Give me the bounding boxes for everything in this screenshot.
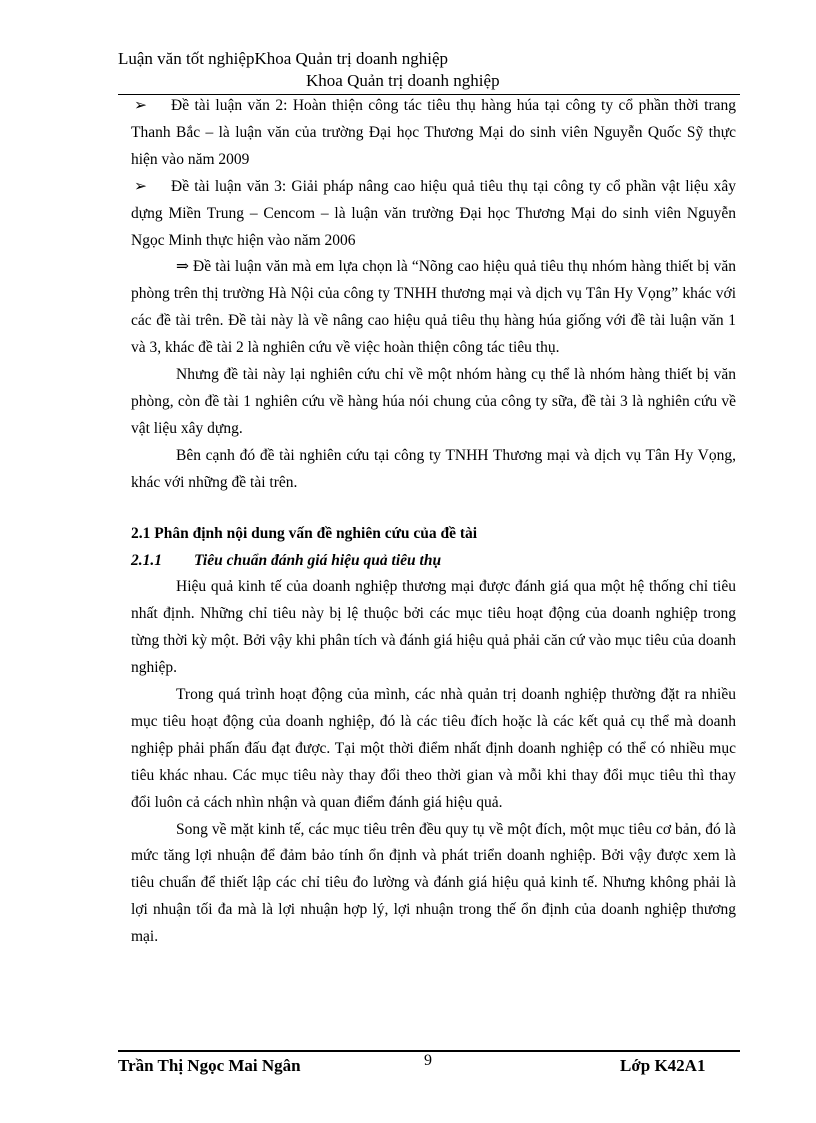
- paragraph-text: Đề tài luận văn mà em lựa chọn là “Nõng cao hiệu quả tiêu thụ nhóm hàng thiết bị văn phòng trên thị trường Hà Nội của công ty TNHH thương mại và dịch vụ Tân Hy Vọng” khác với các đề tài trên. Đề tài này là về nâng cao hiệu quả tiêu thụ hàng húa giống với đề tài luận văn 1 và 3, khác đề tài 2 là nghiên cứu về việc hoàn thiện công tác tiêu thụ.: [131, 258, 736, 357]
- bullet-text: Đề tài luận văn 3: Giải pháp nâng cao hiệu quả tiêu thụ tại công ty cổ phần vật liệu xây dựng Miền Trung – Cencom – là luận văn trường Đại học Thương Mại do sinh viên Nguyễn Ngọc Minh thực hiện vào năm 2006: [131, 177, 736, 249]
- subsection-title: Tiêu chuẩn đánh giá hiệu quả tiêu thụ: [194, 551, 442, 569]
- section-heading: [131, 521, 736, 548]
- footer-class: Lớp K42A1: [620, 1056, 706, 1075]
- paragraph: [131, 254, 736, 362]
- paragraph: Song về mặt kinh tế, các mục tiêu trên đều quy tụ về một đích, một mục tiêu cơ bản, đó là mức tăng lợi nhuận để đảm bảo tính ổn định và phát triển doanh nghiệp. Bởi vậy được xem là tiêu chuẩn để thiết lập các chỉ tiêu đo lường và đánh giá hiệu quả kinh tế. Nhưng không phải là lợi nhuận tối đa mà là lợi nhuận hợp lý, lợi nhuận trong thế ổn định của doanh nghiệp thương mại.: [131, 820, 736, 946]
- paragraph: Nhưng đề tài này lại nghiên cứu chỉ về một nhóm hàng cụ thể là nhóm hàng thiết bị văn phòng, còn đề tài 1 nghiên cứu về hàng húa nói chung của công ty sữa, đề tài 3 là nghiên cứu về vật liệu xây dựng.: [131, 366, 736, 437]
- paragraph: Trong quá trình hoạt động của mình, các nhà quản trị doanh nghiệp thường đặt ra nhiều mục tiêu hoạt động của doanh nghiệp, đó là các tiêu đích hoặc là các kết quả cụ thể mà doanh nghiệp phải phấn đấu đạt được. Tại một thời điểm nhất định doanh nghiệp có thể có nhiều mục tiêu khác nhau. Các mục tiêu này thay đổi theo thời gian và mỗi khi thay đổi mục tiêu thì thay đổi luôn cả cách nhìn nhận và quan điểm đánh giá hiệu quả.: [131, 686, 736, 811]
- running-header: Luận văn tốt nghiệpKhoa Quản trị doanh nghiệp: [118, 49, 449, 68]
- arrow-bullet-icon: ➢: [134, 97, 147, 114]
- bullet-item: [131, 174, 736, 255]
- subsection-heading: [131, 548, 736, 575]
- section-title: Phân định nội dung vấn đề nghiên cứu của đề tài: [154, 524, 478, 542]
- arrow-bullet-icon: ➢: [134, 177, 147, 195]
- paragraph: Bên cạnh đó đề tài nghiên cứu tại công ty TNHH Thương mại và dịch vụ Tân Hy Vọng, khác với những đề tài trên.: [131, 446, 736, 491]
- running-header-faculty: Khoa Quản trị doanh nghiệp: [306, 71, 500, 90]
- page-body: [131, 93, 736, 951]
- section-gap: [131, 497, 736, 521]
- implies-arrow-icon: ⇒: [176, 258, 189, 276]
- footer-author: Trần Thị Ngọc Mai Ngân: [118, 1056, 301, 1075]
- page-number: 9: [424, 1052, 432, 1069]
- subsection-number: 2.1.1: [131, 551, 162, 569]
- bullet-item: [131, 93, 736, 174]
- paragraph: Hiệu quả kinh tế của doanh nghiệp thương mại được đánh giá qua một hệ thống chỉ tiêu nhất định. Những chỉ tiêu này bị lệ thuộc bởi các mục tiêu hoạt động của doanh nghiệp trong từng thời kỳ một. Bởi vậy khi phân tích và đánh giá hiệu quả phải căn cứ vào mục tiêu của doanh nghiệp.: [131, 578, 736, 677]
- section-number: 2.1: [131, 524, 151, 542]
- bullet-text: Đề tài luận văn 2: Hoàn thiện công tác tiêu thụ hàng húa tại công ty cổ phần thời trang Thanh Bắc – là luận văn của trường Đại học Thương Mại do sinh viên Nguyễn Quốc Sỹ thực hiện vào năm 2009: [131, 97, 736, 168]
